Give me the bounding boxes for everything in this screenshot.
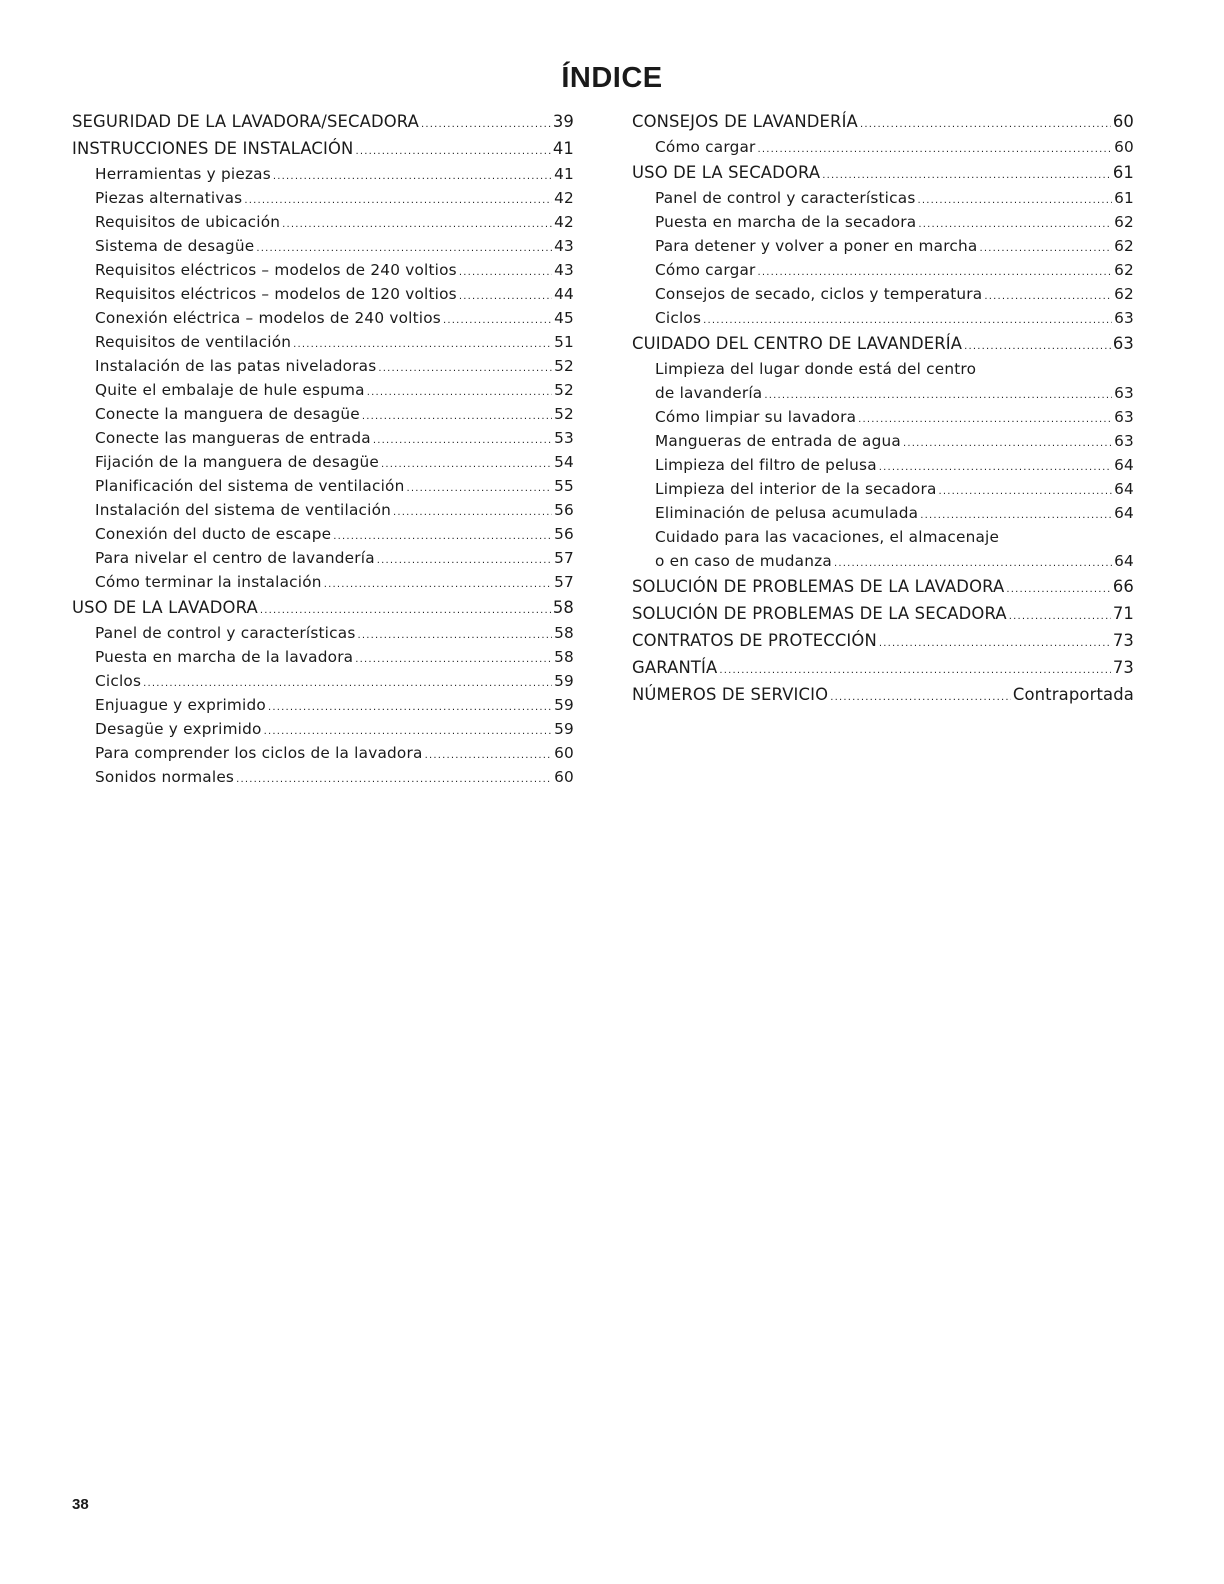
toc-entry-label: Instalación del sistema de ventilación [95,501,392,519]
dot-leader [764,384,1112,405]
toc-entry-page: 60 [554,768,574,786]
dot-leader [879,456,1112,477]
toc-entry-label: Limpieza del filtro de pelusa [655,456,877,474]
toc-entry-page: 58 [552,598,574,617]
toc-entry [632,306,1134,330]
toc-entry [632,681,1134,708]
dot-leader [918,189,1113,210]
toc-entry-page: 63 [1114,384,1134,402]
toc-entry [72,498,574,522]
toc-entry [72,378,574,402]
dot-leader [355,648,552,669]
dot-leader [903,432,1112,453]
dot-leader [293,333,552,354]
toc-entry-label: Enjuague y exprimido [95,696,266,714]
toc-entry-page: 58 [554,648,574,666]
dot-leader [758,261,1113,282]
dot-leader [459,261,552,282]
toc-entry-label: Cómo limpiar su lavadora [655,408,857,426]
toc-entry-page: 62 [1114,285,1134,303]
toc-entry-label: Requisitos de ubicación [95,213,281,231]
dot-leader [377,549,552,570]
toc-entry [72,135,574,162]
toc-entry-label: Cómo cargar [655,261,756,279]
toc-entry-label: de lavandería [655,384,763,402]
toc-entry-page: 57 [554,573,574,591]
toc-entry-page: 66 [1112,577,1134,596]
dot-leader [443,309,552,330]
toc-entry-label: Desagüe y exprimido [95,720,262,738]
toc-entry [72,234,574,258]
toc-entry-label: Cómo terminar la instalación [95,573,322,591]
toc-entry [632,477,1134,501]
dot-leader [355,138,550,162]
toc-entry-label: Mangueras de entrada de agua [655,432,902,450]
toc-entry [72,426,574,450]
toc-entry [72,474,574,498]
toc-entry-page: 51 [554,333,574,351]
toc-entry-label: Sonidos normales [95,768,235,786]
toc-entry-page: 59 [554,672,574,690]
toc-entry-page: 41 [552,139,574,158]
toc-entry [632,135,1134,159]
toc-entry-label: GARANTÍA [632,658,718,677]
dot-leader [273,165,552,186]
dot-leader [964,333,1111,357]
dot-leader [421,111,551,135]
toc-entry [72,717,574,741]
toc-entry-page: 60 [1112,112,1134,131]
toc-entry-page: 43 [554,237,574,255]
toc-entry-page: 56 [554,501,574,519]
dot-leader [381,453,552,474]
dot-leader [333,525,552,546]
toc-entry-label: Ciclos [655,309,702,327]
toc-entry-label: Para comprender los ciclos de la lavadora [95,744,423,762]
toc-entry-page: 61 [1114,189,1134,207]
toc-entry-label: Conexión eléctrica – modelos de 240 voltios [95,309,441,327]
page-title: ÍNDICE [561,62,663,94]
toc-entry [632,330,1134,357]
toc-entry [632,210,1134,234]
toc-entry-label: Herramientas y piezas [95,165,271,183]
toc-entry-label: Panel de control y características [95,624,356,642]
dot-leader [367,381,552,402]
toc-entry [632,258,1134,282]
toc-entry [72,570,574,594]
toc-entry-label: Fijación de la manguera de desagüe [95,453,379,471]
dot-leader [268,696,552,717]
toc-entry [632,234,1134,258]
toc-entry-label: Puesta en marcha de la secadora [655,213,917,231]
toc-entry-page: 58 [554,624,574,642]
toc-entry-label: Requisitos de ventilación [95,333,292,351]
toc-entry [72,594,574,621]
toc-entry-label: Limpieza del lugar donde está del centro [655,360,977,378]
toc-entry [72,546,574,570]
toc-entry-label: Conexión del ducto de escape [95,525,332,543]
toc-entry [632,159,1134,186]
toc-entry [72,402,574,426]
toc-entry [632,654,1134,681]
dot-leader [858,408,1112,429]
toc-entry-label: CUIDADO DEL CENTRO DE LAVANDERÍA [632,334,963,353]
toc-entry [72,522,574,546]
dot-leader [719,657,1110,681]
toc-entry-page: 73 [1112,631,1134,650]
toc-entry-page: Contraportada [1012,685,1134,704]
toc-right-column [632,108,1134,708]
dot-leader [244,189,552,210]
toc-entry [632,600,1134,627]
dot-leader [282,213,552,234]
toc-entry-label: SOLUCIÓN DE PROBLEMAS DE LA SECADORA [632,604,1007,623]
toc-entry [632,501,1134,525]
toc-entry [632,573,1134,600]
dot-leader [407,477,553,498]
toc-entry [72,330,574,354]
toc-entry [632,429,1134,453]
toc-entry-label: CONSEJOS DE LAVANDERÍA [632,112,858,131]
toc-entry [632,627,1134,654]
toc-entry-label: Quite el embalaje de hule espuma [95,381,365,399]
toc-entry-label: Puesta en marcha de la lavadora [95,648,354,666]
toc-entry-label: Instalación de las patas niveladoras [95,357,377,375]
toc-entry-label: Piezas alternativas [95,189,243,207]
dot-leader [260,597,551,621]
toc-entry [72,258,574,282]
toc-entry [72,621,574,645]
toc-entry-page: 60 [1114,138,1134,156]
toc-entry-page: 53 [554,429,574,447]
dot-leader [918,213,1112,234]
toc-entry-label: Conecte la manguera de desagüe [95,405,360,423]
toc-entry [632,357,1134,381]
toc-entry [72,741,574,765]
toc-entry-page: 52 [554,381,574,399]
dot-leader [1009,603,1111,627]
toc-entry-label: USO DE LA SECADORA [632,163,821,182]
dot-leader [920,504,1112,525]
dot-leader [758,138,1113,159]
toc-entry-label: Sistema de desagüe [95,237,255,255]
toc-entry-page: 56 [554,525,574,543]
toc-entry [72,210,574,234]
toc-entry [72,645,574,669]
toc-entry-page: 43 [554,261,574,279]
toc-entry [632,381,1134,405]
toc-entry [72,669,574,693]
toc-entry-page: 64 [1114,456,1134,474]
toc-entry [72,108,574,135]
toc-entry-label: Eliminación de pelusa acumulada [655,504,919,522]
toc-entry [632,525,1134,549]
toc-entry-page: 44 [554,285,574,303]
toc-entry-page: 60 [554,744,574,762]
toc-entry-page: 61 [1112,163,1134,182]
toc-entry [72,282,574,306]
toc-entry-page: 52 [554,357,574,375]
toc-entry [632,453,1134,477]
toc-entry-label: Planificación del sistema de ventilación [95,477,405,495]
toc-entry-page: 64 [1114,504,1134,522]
toc-entry [72,354,574,378]
toc-entry-label: Conecte las mangueras de entrada [95,429,371,447]
toc-entry-page: 62 [1114,261,1134,279]
dot-leader [324,573,552,594]
toc-entry [632,186,1134,210]
toc-entry-page: 41 [554,165,574,183]
dot-leader [256,237,552,258]
toc-entry-page: 45 [554,309,574,327]
toc-entry-page: 64 [1114,552,1134,570]
toc-entry-page: 64 [1114,480,1134,498]
dot-leader [373,429,552,450]
dot-leader [143,672,552,693]
toc-entry-label: Requisitos eléctricos – modelos de 120 voltios [95,285,457,303]
dot-leader [236,768,552,789]
dot-leader [425,744,553,765]
toc-entry-page: 62 [1114,213,1134,231]
toc-entry-page: 57 [554,549,574,567]
toc-entry-label: SEGURIDAD DE LA LAVADORA/SECADORA [72,112,420,131]
toc-entry-label: Limpieza del interior de la secadora [655,480,937,498]
toc-entry [632,282,1134,306]
toc-entry [72,765,574,789]
toc-entry [632,108,1134,135]
dot-leader [703,309,1112,330]
dot-leader [378,357,552,378]
dot-leader [939,480,1113,501]
toc-entry-page: 59 [554,720,574,738]
toc-entry-label: Ciclos [95,672,142,690]
toc-entry-page: 63 [1114,309,1134,327]
toc-entry-page: 63 [1112,334,1134,353]
dot-leader [879,630,1111,654]
toc-entry-page: 59 [554,696,574,714]
toc-entry [72,693,574,717]
toc-entry-label: Cuidado para las vacaciones, el almacenaje [655,528,1000,546]
toc-entry-label: o en caso de mudanza [655,552,832,570]
toc-entry-page: 62 [1114,237,1134,255]
toc-entry-label: Para nivelar el centro de lavandería [95,549,375,567]
toc-entry [72,450,574,474]
dot-leader [979,237,1112,258]
toc-entry-page: 42 [554,213,574,231]
toc-entry-page: 52 [554,405,574,423]
toc-entry-label: Cómo cargar [655,138,756,156]
toc-entry-label: Para detener y volver a poner en marcha [655,237,978,255]
toc-entry [632,405,1134,429]
toc-entry [632,549,1134,573]
dot-leader [358,624,553,645]
dot-leader [830,684,1011,708]
dot-leader [264,720,553,741]
toc-entry-label: USO DE LA LAVADORA [72,598,258,617]
toc-entry-label: CONTRATOS DE PROTECCIÓN [632,631,877,650]
toc-entry-page: 42 [554,189,574,207]
toc-entry-page: 63 [1114,408,1134,426]
page-number: 38 [72,1496,89,1513]
toc-entry-label: INSTRUCCIONES DE INSTALACIÓN [72,139,354,158]
dot-leader [362,405,552,426]
toc-left-column [72,108,574,789]
toc-entry-page: 71 [1112,604,1134,623]
toc-entry-label: NÚMEROS DE SERVICIO [632,685,829,704]
toc-entry-label: Consejos de secado, ciclos y temperatura [655,285,983,303]
dot-leader [834,552,1112,573]
dot-leader [984,285,1112,306]
toc-entry-page: 73 [1112,658,1134,677]
toc-entry-label: SOLUCIÓN DE PROBLEMAS DE LA LAVADORA [632,577,1005,596]
toc-entry-page: 39 [552,112,574,131]
dot-leader [459,285,552,306]
dot-leader [822,162,1111,186]
dot-leader [393,501,552,522]
toc-entry [72,162,574,186]
dot-leader [860,111,1111,135]
toc-entry-page: 63 [1114,432,1134,450]
toc-entry-label: Requisitos eléctricos – modelos de 240 voltios [95,261,457,279]
toc-entry-page: 54 [554,453,574,471]
toc-entry [72,306,574,330]
dot-leader [1006,576,1110,600]
toc-entry-page: 55 [554,477,574,495]
toc-entry [72,186,574,210]
toc-entry-label: Panel de control y características [655,189,916,207]
